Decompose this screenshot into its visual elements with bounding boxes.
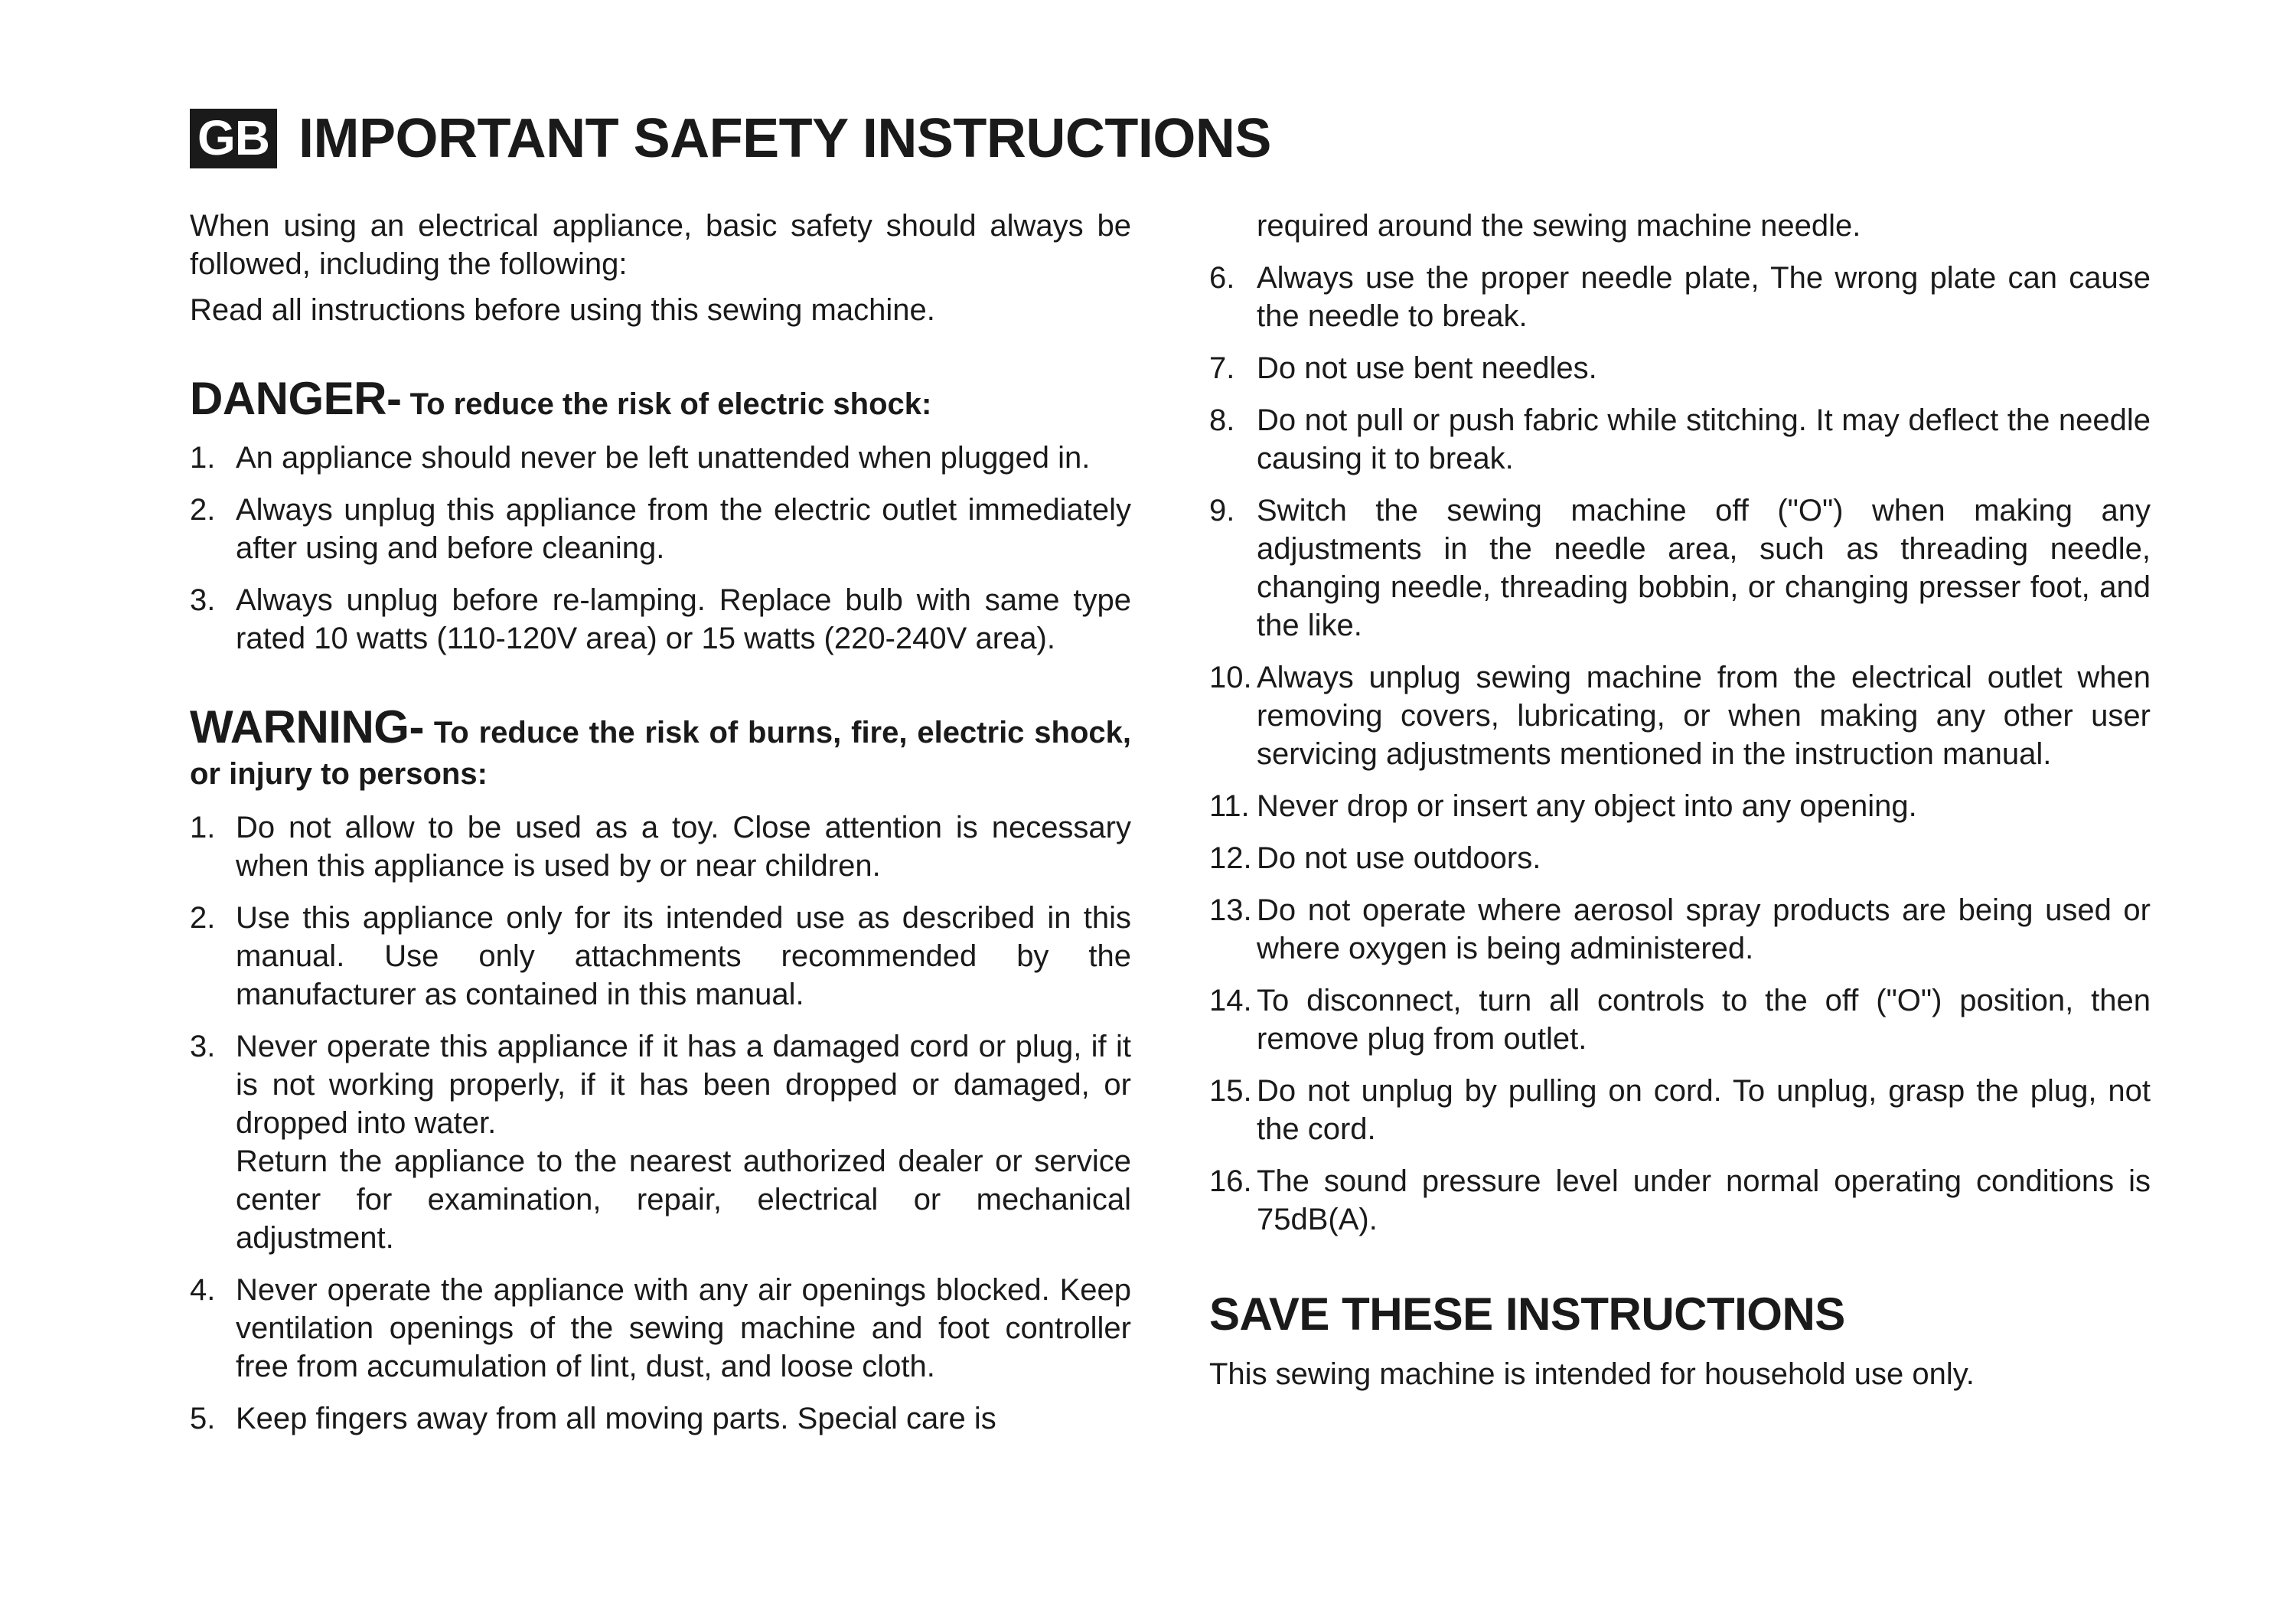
- list-item: [1209, 349, 2151, 387]
- list-item: [190, 1027, 1131, 1257]
- intro-section: [190, 207, 1131, 329]
- item-number: 1.: [190, 441, 216, 475]
- item-text: Never operate this appliance if it has a damaged cord or plug, if it is not working properly, if it has been dropped or damaged, or dropped into water.: [236, 1030, 1131, 1140]
- list-item: [1209, 491, 2151, 645]
- warning-heading: [190, 701, 1131, 795]
- item-number: 12.: [1209, 841, 1252, 875]
- item-text: Always unplug this appliance from the electric outlet immediately after using and before cleaning.: [236, 493, 1131, 565]
- warning-subheading: To reduce the risk of burns, fire, electric shock, or injury to persons:: [190, 716, 1131, 791]
- list-item: [190, 439, 1131, 477]
- item-text: Always use the proper needle plate, The wrong plate can cause the needle to break.: [1257, 261, 2151, 333]
- item-text: Do not use outdoors.: [1257, 841, 1541, 875]
- item-text: Never operate the appliance with any air openings blocked. Keep ventilation openings of the sewing machine and foot controller free from accumulation of lint, dust, and loose cloth.: [236, 1273, 1131, 1383]
- item-number: 3.: [190, 1030, 216, 1063]
- item-text: Use this appliance only for its intended use as described in this manual. Use only attachments recommended by the manufacturer as contained in this manual.: [236, 901, 1131, 1011]
- item-text: Do not unplug by pulling on cord. To unplug, grasp the plug, not the cord.: [1257, 1074, 2151, 1146]
- right-column: [1209, 207, 2151, 1393]
- warning-list: [190, 808, 1131, 1438]
- list-item: [190, 1399, 1131, 1438]
- warning-label: WARNING-: [190, 701, 424, 753]
- item-number: 9.: [1209, 494, 1235, 527]
- list-item: [1209, 658, 2151, 773]
- continued-text: required around the sewing machine needle.: [1257, 209, 1861, 243]
- page-header: [190, 107, 1271, 170]
- item-number: 1.: [190, 811, 216, 844]
- item-number: 15.: [1209, 1074, 1252, 1108]
- list-item: [1209, 401, 2151, 478]
- item-text-group: [236, 1027, 1131, 1257]
- item-text: Do not allow to be used as a toy. Close attention is necessary when this appliance is used by or near children.: [236, 811, 1131, 883]
- item-text: Always unplug sewing machine from the electrical outlet when removing covers, lubricating, or when making any other user servicing adjustments mentioned in the instruction manual.: [1257, 661, 2151, 771]
- item-text: Do not operate where aerosol spray products are being used or where oxygen is being administered.: [1257, 893, 2151, 965]
- list-item: [190, 899, 1131, 1014]
- item-text: An appliance should never be left unattended when plugged in.: [236, 441, 1091, 475]
- list-item: [1209, 1162, 2151, 1239]
- left-column: [190, 207, 1131, 1452]
- item-number: 13.: [1209, 893, 1252, 927]
- intro-text: When using an electrical appliance, basic safety should always be followed, including the following:: [190, 209, 1131, 281]
- item-number: 2.: [190, 493, 216, 527]
- list-item: [1209, 787, 2151, 825]
- item-number: 10.: [1209, 661, 1252, 694]
- item-text: Switch the sewing machine off ("O") when making any adjustments in the needle area, such as threading needle, changing needle, threading bobbin, or changing presser foot, and the like.: [1257, 494, 2151, 642]
- item-number: 7.: [1209, 351, 1235, 385]
- item-number: 6.: [1209, 261, 1235, 295]
- danger-subheading: To reduce the risk of electric shock:: [409, 387, 932, 421]
- list-item: [1209, 981, 2151, 1058]
- item-text: The sound pressure level under normal operating conditions is 75dB(A).: [1257, 1164, 2151, 1236]
- item-number: 16.: [1209, 1164, 1252, 1198]
- warning-list-continued: [1209, 259, 2151, 1239]
- list-item: [1209, 891, 2151, 968]
- item-text: Never drop or insert any object into any opening.: [1257, 789, 1917, 823]
- item-number: 4.: [190, 1273, 216, 1307]
- item-number: 14.: [1209, 984, 1252, 1017]
- item-text-extra: Return the appliance to the nearest authorized dealer or service center for examination, repair, electrical or mechanical adjustment.: [236, 1145, 1131, 1255]
- item-number: 2.: [190, 901, 216, 935]
- household-use-note: This sewing machine is intended for household use only.: [1209, 1357, 1975, 1391]
- list-item: [1209, 839, 2151, 877]
- page-title: IMPORTANT SAFETY INSTRUCTIONS: [298, 108, 1271, 169]
- danger-heading: [190, 373, 1131, 425]
- item-text: To disconnect, turn all controls to the off ("O") position, then remove plug from outlet.: [1257, 984, 2151, 1056]
- save-instructions-heading: SAVE THESE INSTRUCTIONS: [1209, 1288, 1845, 1340]
- item-number: 8.: [1209, 403, 1235, 437]
- list-item: [190, 808, 1131, 885]
- item-text: Do not pull or push fabric while stitching. It may deflect the needle causing it to break.: [1257, 403, 2151, 475]
- list-item: [1209, 1072, 2151, 1148]
- list-item: [190, 581, 1131, 658]
- list-item: [190, 1271, 1131, 1386]
- read-instructions-text: Read all instructions before using this sewing machine.: [190, 293, 935, 327]
- item-number: 11.: [1209, 789, 1250, 823]
- item-number: 3.: [190, 583, 216, 617]
- item-number: 5.: [190, 1402, 216, 1435]
- danger-list: [190, 439, 1131, 658]
- item-text: Do not use bent needles.: [1257, 351, 1597, 385]
- item-text: Keep fingers away from all moving parts. Special care is: [236, 1402, 996, 1435]
- list-item: [190, 491, 1131, 567]
- item-text: Always unplug before re-lamping. Replace bulb with same type rated 10 watts (110-120V area) or 15 watts (220-240V area).: [236, 583, 1131, 655]
- list-item: [1209, 259, 2151, 335]
- danger-label: DANGER-: [190, 373, 402, 424]
- language-badge: GB: [190, 109, 277, 168]
